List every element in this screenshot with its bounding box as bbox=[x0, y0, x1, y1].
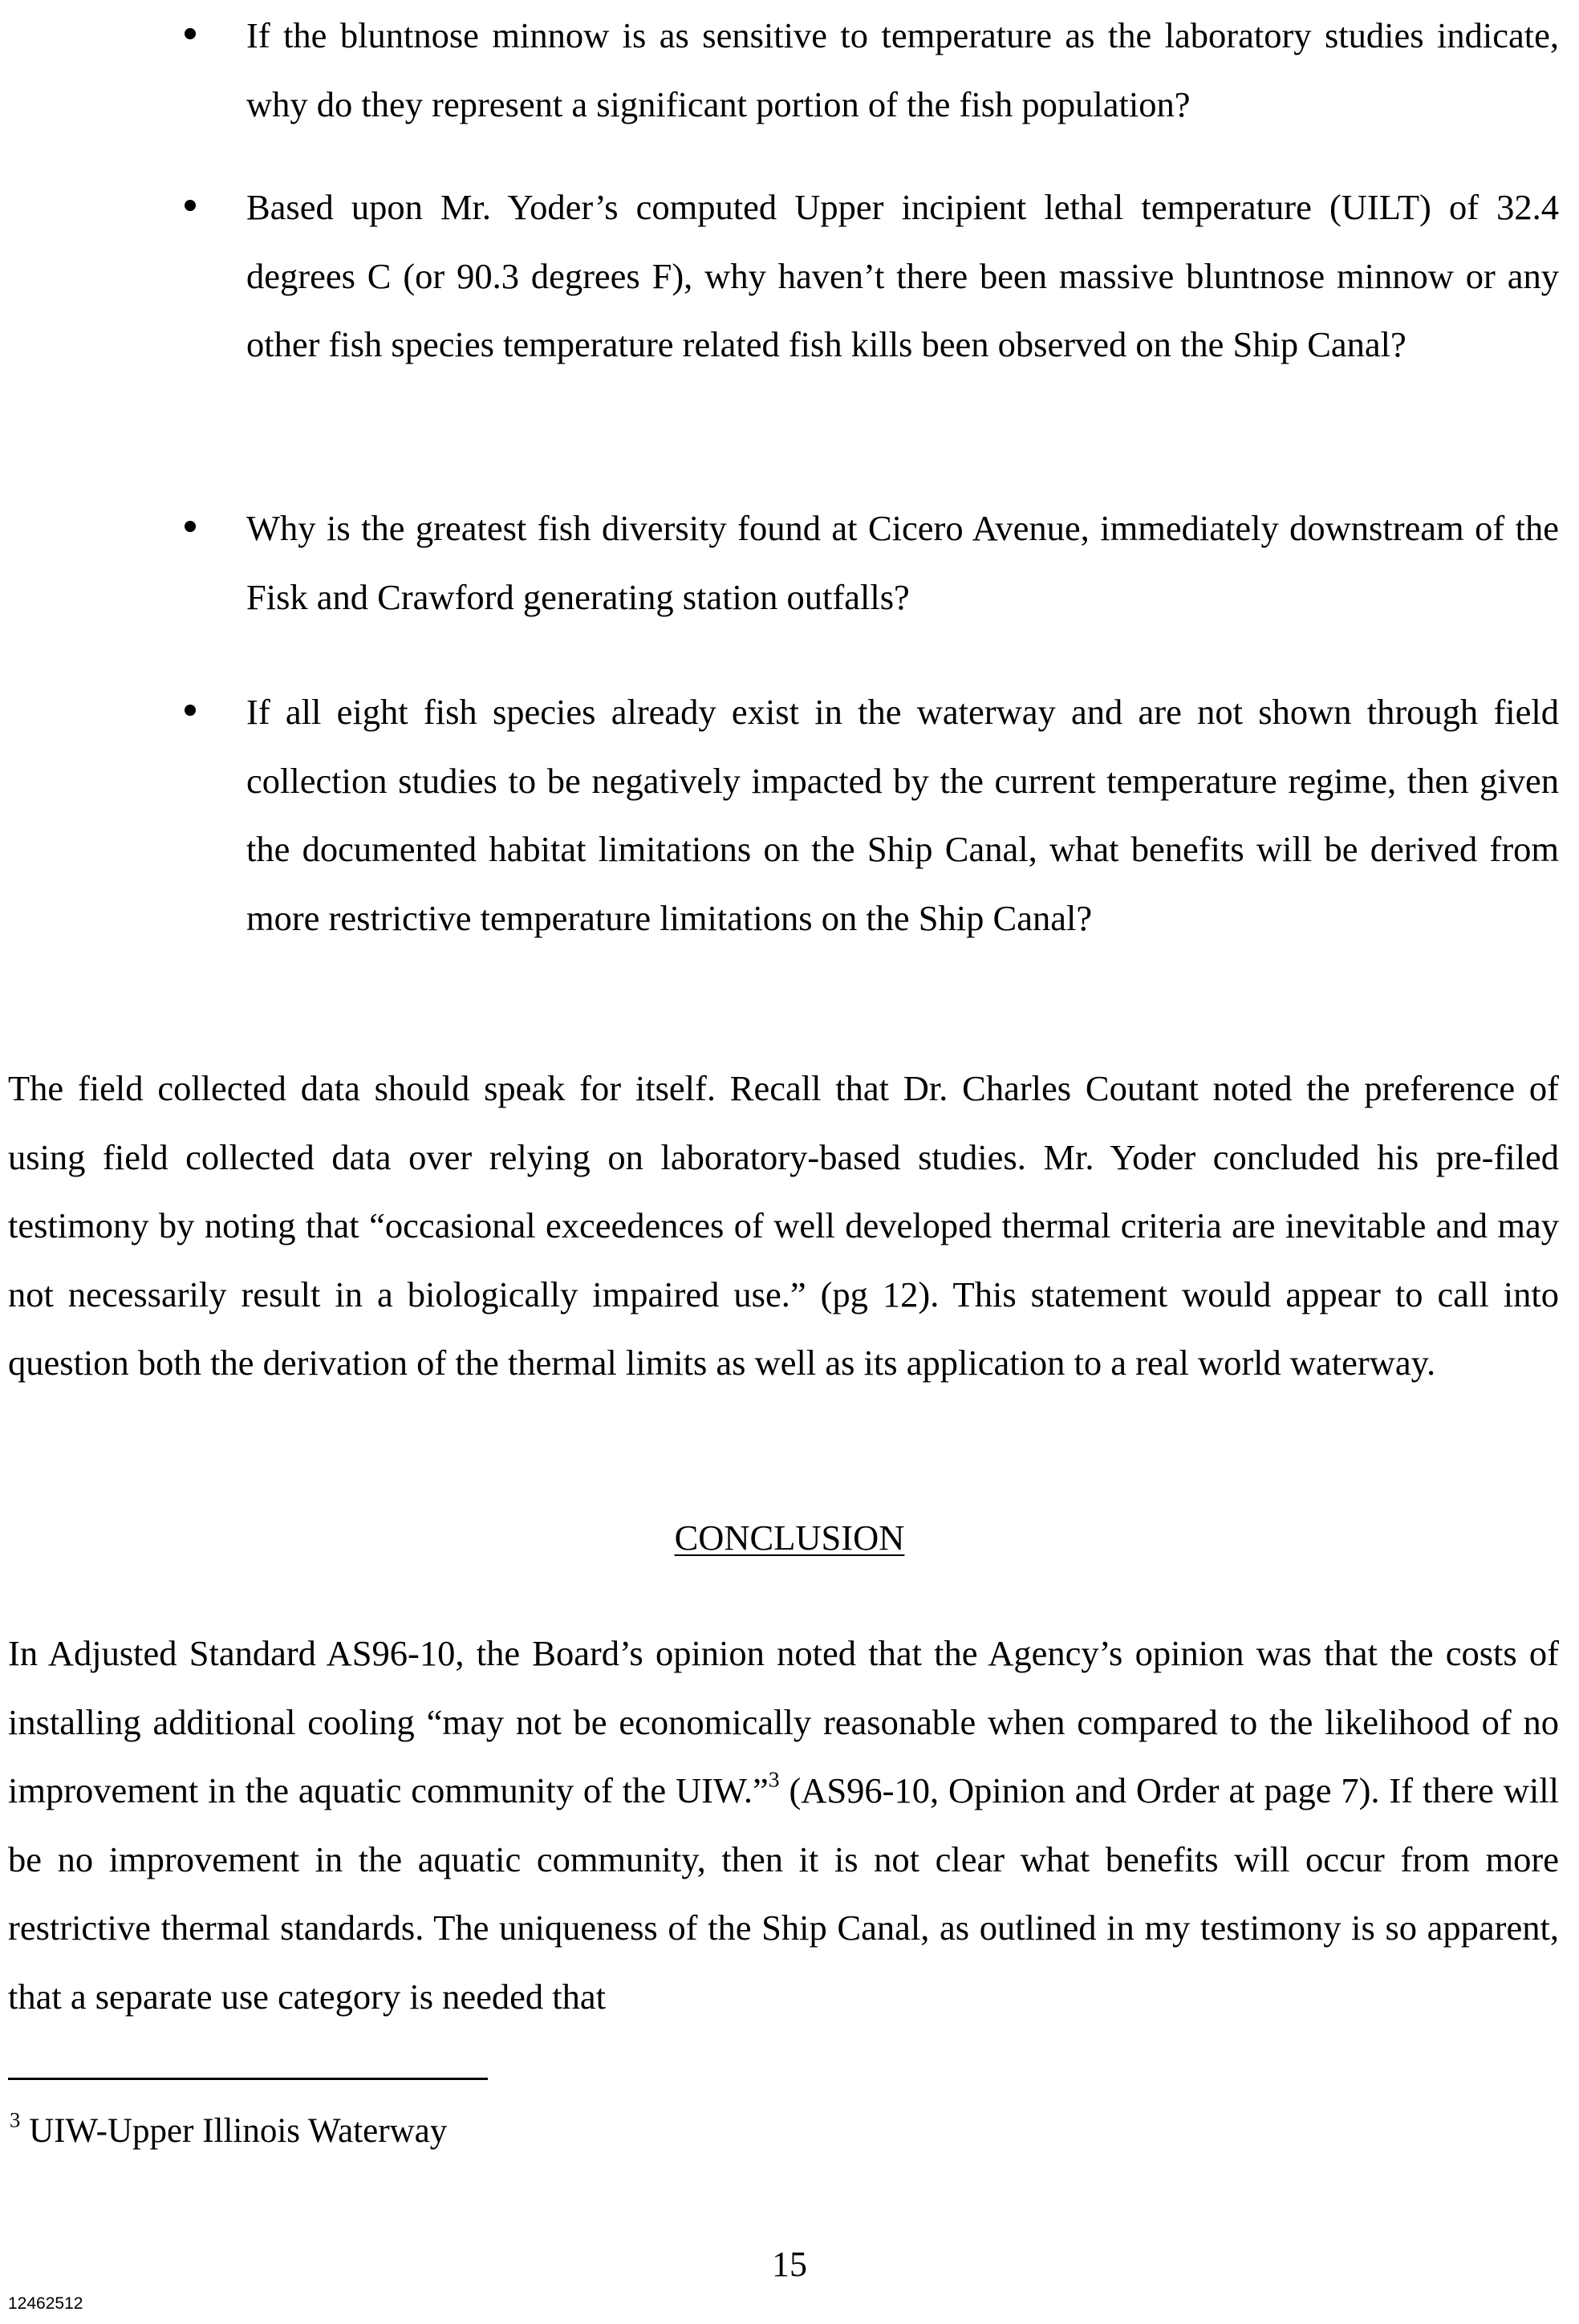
footnote-divider bbox=[8, 2078, 488, 2080]
footnote bbox=[10, 2109, 447, 2154]
bullet-icon bbox=[185, 28, 196, 39]
list-item-text: Based upon Mr. Yoder’s computed Upper incipient lethal temperature (UILT) of 32.4 degrees C (or 90.3 degrees F), why haven’t there been massive bluntnose minnow or any other fish species temperature related fish kills been observed on the Ship Canal? bbox=[246, 187, 1559, 365]
list-item-text: If the bluntnose minnow is as sensitive to temperature as the laboratory studies indicate, why do they represent a significant portion of the fish population? bbox=[246, 15, 1559, 124]
body-paragraph: The field collected data should speak for itself. Recall that Dr. Charles Coutant noted the preference of using field collected data over relying on laboratory-based studies. Mr. Yoder concluded his pre-filed testimony by noting that “occasional exceedences of well developed thermal criteria are inevitable and may not necessarily result in a biologically impaired use.” (pg 12). This statement would appear to call into question both the derivation of the thermal limits as well as its application to a real world waterway. bbox=[8, 1068, 1559, 1383]
footnote-reference: 3 bbox=[768, 1766, 780, 1792]
bullet-icon bbox=[185, 705, 196, 716]
list-item-text: Why is the greatest fish diversity found at Cicero Avenue, immediately downstream of the Fisk and Crawford generating station outfalls? bbox=[246, 508, 1559, 617]
paragraph-text: (AS96-10, Opinion and Order at page 7). If there will be no improvement in the aquatic community, then it is not clear what benefits will occur from more restrictive thermal standards. The uniqueness of the Ship Canal, as outlined in my testimony is so apparent, that a separate use category is needed that bbox=[8, 1770, 1559, 2017]
section-heading: CONCLUSION bbox=[674, 1518, 905, 1558]
list-item-text: If all eight fish species already exist in the waterway and are not shown through field collection studies to be negatively impacted by the current temperature regime, then given the documented habitat limitations on the Ship Canal, what benefits will be derived from more restrictive temperature limitations on the Ship Canal? bbox=[246, 692, 1559, 938]
document-id: 12462512 bbox=[8, 2294, 83, 2313]
page-number: 15 bbox=[772, 2245, 807, 2284]
footnote-marker: 3 bbox=[10, 2107, 21, 2132]
footnote-text: UIW-Upper Illinois Waterway bbox=[20, 2112, 448, 2150]
bullet-icon bbox=[185, 200, 196, 211]
body-paragraph-conclusion bbox=[8, 1619, 1559, 2032]
bullet-icon bbox=[185, 521, 196, 532]
paragraph-text: In Adjusted Standard AS96-10, the Board’s opinion noted that the Agency’s opinion was that the costs of installing additional cooling “may not be economically reasonable when compared to the likelihood of no improvement in the aquatic community of the UIW.” bbox=[8, 1633, 1559, 1811]
